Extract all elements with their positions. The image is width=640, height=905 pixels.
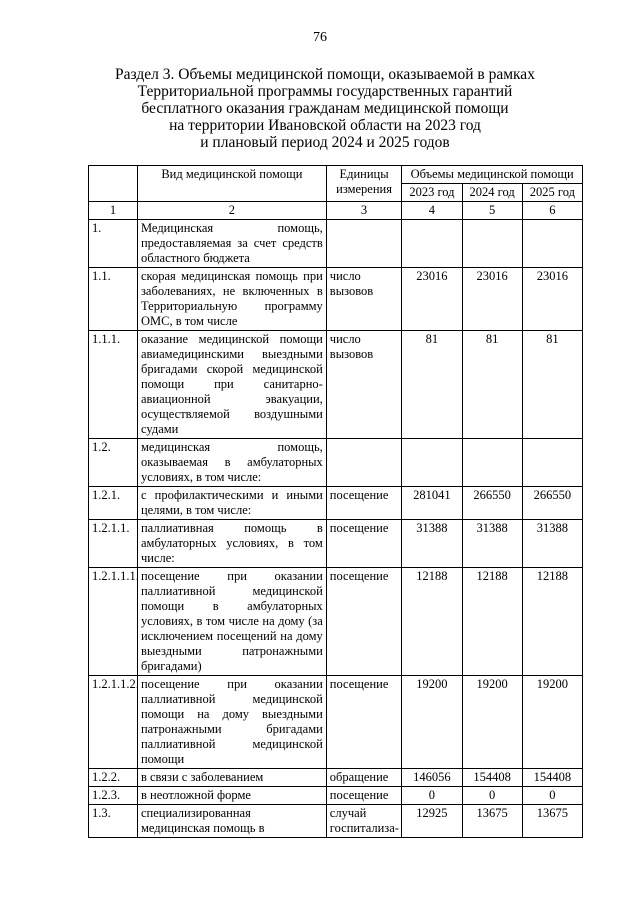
- row-unit: посещение: [326, 520, 402, 568]
- row-care-type: специализированная медицинская помощь в: [137, 805, 326, 838]
- row-number: 1.2.3.: [89, 787, 138, 805]
- row-value-2024: 266550: [462, 487, 522, 520]
- row-value-2025: 154408: [522, 769, 582, 787]
- row-unit: посещение: [326, 568, 402, 676]
- header-unit-cell: Единицы измерения: [326, 166, 402, 202]
- table-row: [89, 769, 583, 787]
- column-index: 3: [326, 202, 402, 220]
- row-value-2024: 19200: [462, 676, 522, 769]
- header-num-cell: [89, 166, 138, 202]
- header-year-2025: 2025 год: [522, 184, 582, 202]
- row-unit: посещение: [326, 787, 402, 805]
- table-row: [89, 520, 583, 568]
- column-index: 6: [522, 202, 582, 220]
- row-value-2025: 81: [522, 331, 582, 439]
- table-row: [89, 487, 583, 520]
- row-value-2024: 12188: [462, 568, 522, 676]
- row-value-2023: 146056: [402, 769, 462, 787]
- header-year-2024: 2024 год: [462, 184, 522, 202]
- row-number: 1.3.: [89, 805, 138, 838]
- row-unit: обращение: [326, 769, 402, 787]
- table-row: [89, 439, 583, 487]
- row-value-2023: 12188: [402, 568, 462, 676]
- row-number: 1.1.1.: [89, 331, 138, 439]
- header-row: [89, 166, 583, 184]
- row-value-2025: [522, 439, 582, 487]
- title-line: Территориальной программы государственных гарантий: [137, 83, 513, 100]
- row-value-2023: 281041: [402, 487, 462, 520]
- row-value-2023: 23016: [402, 268, 462, 331]
- row-number: 1.2.1.1.: [89, 520, 138, 568]
- row-care-type: посещение при оказании паллиативной медицинской помощи в амбулаторных условиях, в том числе на дому (за исключением посещений на дому выездными патронажными бригадами): [137, 568, 326, 676]
- header-type-cell: Вид медицинской помощи: [137, 166, 326, 202]
- row-value-2025: 13675: [522, 805, 582, 838]
- row-value-2025: 19200: [522, 676, 582, 769]
- row-care-type: паллиативная помощь в амбулаторных условиях, в том числе:: [137, 520, 326, 568]
- row-value-2025: 0: [522, 787, 582, 805]
- row-number: 1.2.1.: [89, 487, 138, 520]
- table-row: [89, 787, 583, 805]
- row-value-2025: 12188: [522, 568, 582, 676]
- row-number: 1.2.: [89, 439, 138, 487]
- title-line: на территории Ивановской области на 2023 год: [169, 117, 481, 134]
- row-number: 1.1.: [89, 268, 138, 331]
- row-number: 1.2.2.: [89, 769, 138, 787]
- row-value-2024: [462, 439, 522, 487]
- table-row: [89, 220, 583, 268]
- title-line: бесплатного оказания гражданам медицинской помощи: [141, 100, 509, 117]
- row-value-2023: 12925: [402, 805, 462, 838]
- row-unit: [326, 220, 402, 268]
- header-volumes-cell: Объемы медицинской помощи: [402, 166, 583, 184]
- row-value-2023: 19200: [402, 676, 462, 769]
- column-index-row: [89, 202, 583, 220]
- row-care-type: с профилактическими и иными целями, в том числе:: [137, 487, 326, 520]
- row-value-2025: 23016: [522, 268, 582, 331]
- title-line: Раздел 3. Объемы медицинской помощи, оказываемой в рамках: [115, 66, 535, 83]
- column-index: 4: [402, 202, 462, 220]
- title-line: и плановый период 2024 и 2025 годов: [200, 134, 450, 151]
- row-value-2023: [402, 439, 462, 487]
- row-care-type: в связи с заболеванием: [137, 769, 326, 787]
- row-value-2024: 0: [462, 787, 522, 805]
- row-value-2024: 13675: [462, 805, 522, 838]
- row-care-type: Медицинская помощь, предоставляемая за счет средств областного бюджета: [137, 220, 326, 268]
- row-value-2025: 31388: [522, 520, 582, 568]
- column-index: 1: [89, 202, 138, 220]
- row-value-2023: 31388: [402, 520, 462, 568]
- row-value-2023: [402, 220, 462, 268]
- row-unit: число вызовов: [326, 268, 402, 331]
- row-unit: [326, 439, 402, 487]
- page-number: 76: [313, 30, 327, 45]
- row-unit: случай госпитализа-: [326, 805, 402, 838]
- table-row: [89, 805, 583, 838]
- row-value-2025: [522, 220, 582, 268]
- row-number: 1.2.1.1.2.: [89, 676, 138, 769]
- row-number: 1.: [89, 220, 138, 268]
- row-value-2024: 154408: [462, 769, 522, 787]
- section-title: [90, 66, 560, 151]
- row-value-2023: 81: [402, 331, 462, 439]
- row-unit: число вызовов: [326, 331, 402, 439]
- table-body: [89, 220, 583, 838]
- column-index: 5: [462, 202, 522, 220]
- row-value-2023: 0: [402, 787, 462, 805]
- row-care-type: оказание медицинской помощи авиамедицинскими выездными бригадами скорой медицинской помощи при санитарно-авиационной эвакуации, осуществляемой воздушными судами: [137, 331, 326, 439]
- row-value-2024: 31388: [462, 520, 522, 568]
- row-value-2024: 81: [462, 331, 522, 439]
- row-value-2024: 23016: [462, 268, 522, 331]
- row-unit: посещение: [326, 487, 402, 520]
- row-number: 1.2.1.1.1.: [89, 568, 138, 676]
- table-row: [89, 268, 583, 331]
- table-row: [89, 331, 583, 439]
- column-index: 2: [137, 202, 326, 220]
- row-value-2024: [462, 220, 522, 268]
- row-care-type: медицинская помощь, оказываемая в амбулаторных условиях, в том числе:: [137, 439, 326, 487]
- table-row: [89, 568, 583, 676]
- row-care-type: скорая медицинская помощь при заболеваниях, не включенных в Территориальную программу ОМС, в том числе: [137, 268, 326, 331]
- table-row: [89, 676, 583, 769]
- row-value-2025: 266550: [522, 487, 582, 520]
- medical-volumes-table: [88, 165, 583, 838]
- row-care-type: посещение при оказании паллиативной медицинской помощи на дому выездными патронажными бригадами паллиативной медицинской помощи: [137, 676, 326, 769]
- header-year-2023: 2023 год: [402, 184, 462, 202]
- row-unit: посещение: [326, 676, 402, 769]
- row-care-type: в неотложной форме: [137, 787, 326, 805]
